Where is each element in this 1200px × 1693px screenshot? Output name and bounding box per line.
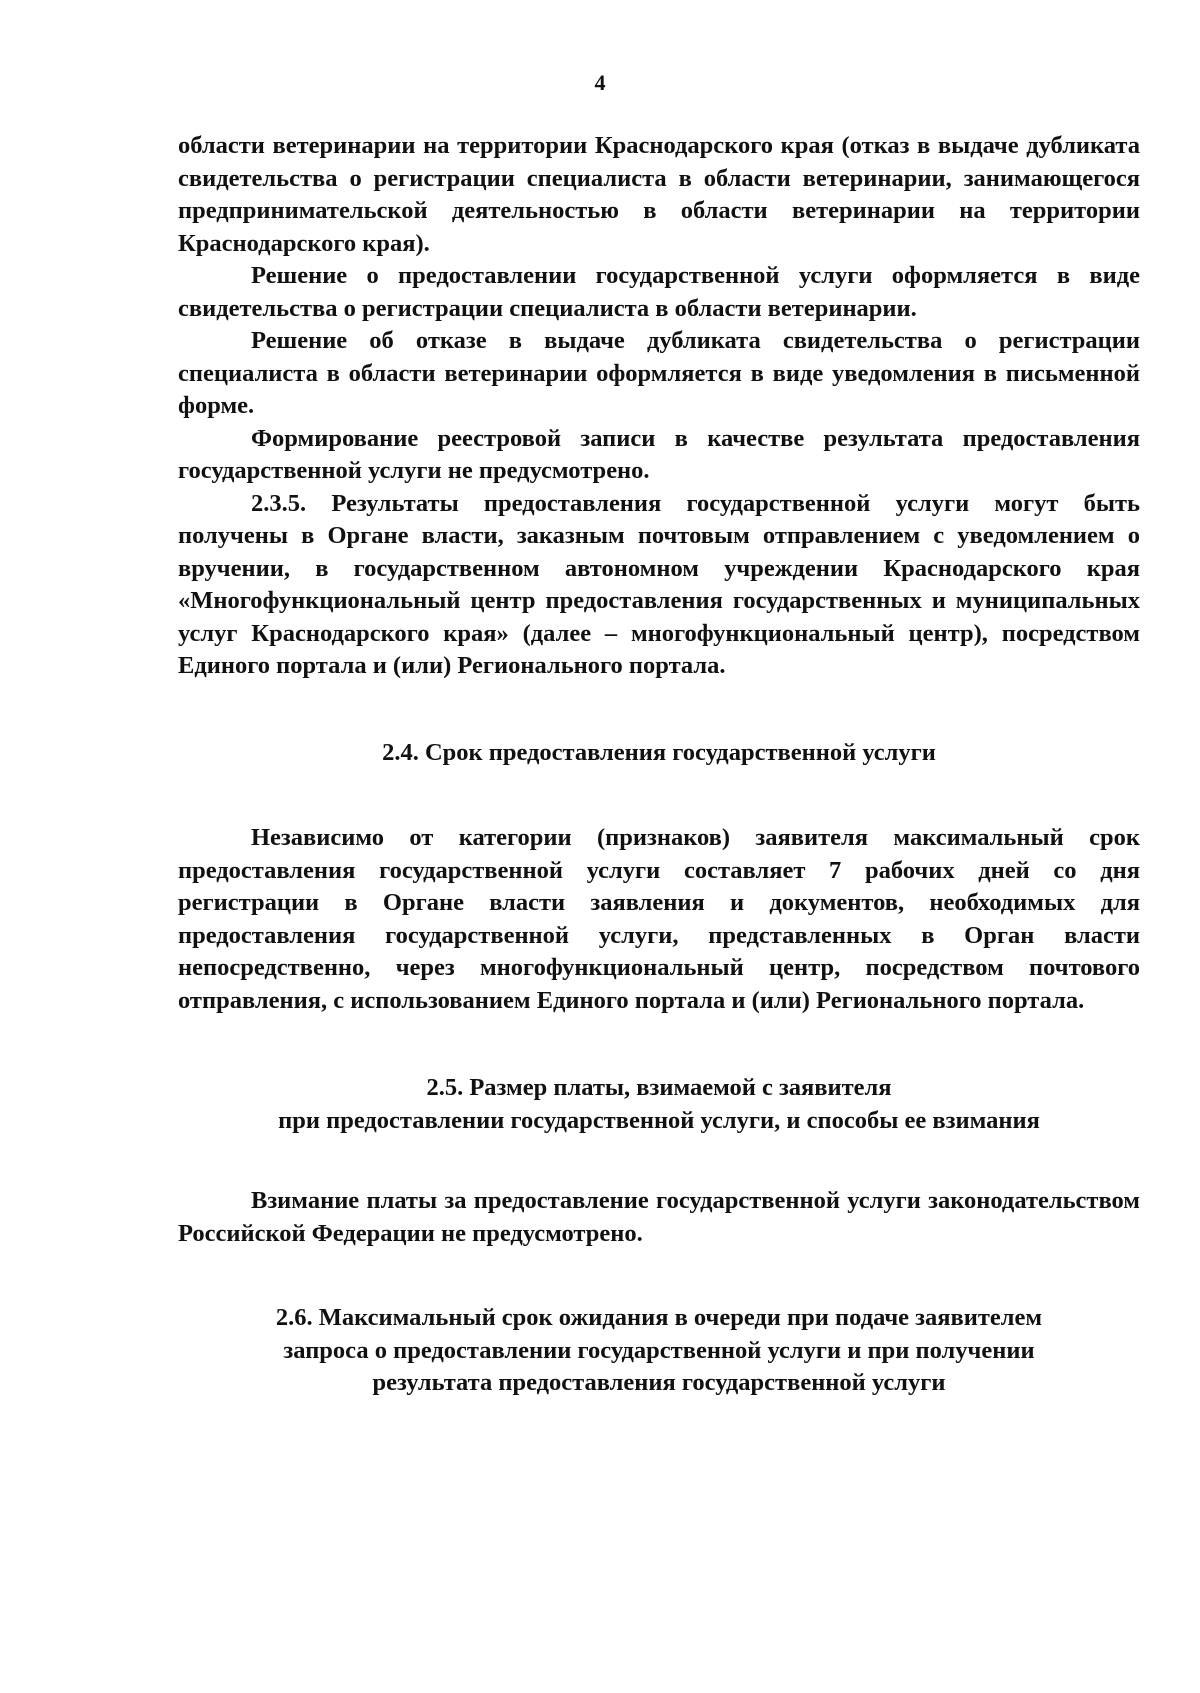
paragraph-decision-refusal: Решение об отказе в выдаче дубликата свидетельства о регистрации специалиста в области ветеринарии оформляется в виде уведомления в письменной форме. bbox=[178, 327, 1140, 419]
section-title-2-5-line-2: при предоставлении государственной услуги, и способы ее взимания bbox=[278, 1106, 1040, 1134]
paragraph-decision-grant: Решение о предоставлении государственной услуги оформляется в виде свидетельства о регистрации специалиста в области ветеринарии. bbox=[178, 262, 1140, 322]
paragraph-registry-entry: Формирование реестровой записи в качестве результата предоставления государственной услуги не предусмотрено. bbox=[178, 424, 1140, 484]
section-title-2-6-line-2: запроса о предоставлении государственной услуги и при получении bbox=[283, 1336, 1035, 1364]
spacer bbox=[178, 683, 1140, 737]
section-title-2-5 bbox=[178, 1072, 1140, 1137]
spacer bbox=[178, 1137, 1140, 1185]
paragraph-fee: Взимание платы за предоставление государственной услуги законодательством Российской Федерации не предусмотрено. bbox=[178, 1187, 1140, 1247]
section-title-2-6 bbox=[178, 1302, 1140, 1400]
paragraph-service-term: Независимо от категории (признаков) заявителя максимальный срок предоставления государственной услуги составляет 7 рабочих дней со дня регистрации в Органе власти заявления и документов, необходимых для предоставления государственной услуги, представленных в Орган власти непосредственно, через многофункциональный центр, посредством почтового отправления, с использованием Единого портала и (или) Регионального портала. bbox=[178, 824, 1140, 1014]
section-title-2-6-line-3: результата предоставления государственной услуги bbox=[372, 1369, 946, 1396]
section-title-2-6-line-1: 2.6. Максимальный срок ожидания в очереди при подаче заявителем bbox=[275, 1304, 1043, 1331]
spacer bbox=[178, 1017, 1140, 1072]
page-number: 4 bbox=[594, 70, 606, 95]
spacer bbox=[178, 769, 1140, 822]
section-title-2-4: 2.4. Срок предоставления государственной услуги bbox=[382, 738, 936, 766]
document-body bbox=[178, 130, 1140, 1400]
paragraph-2-3-5-results: 2.3.5. Результаты предоставления государственной услуги могут быть получены в Органе власти, заказным почтовым отправлением с уведомлением о вручении, в государственном автономном учреждении Краснодарского края «Многофункциональный центр предоставления государственных и муниципальных услуг Краснодарского края» (далее – многофункциональный центр), посредством Единого портала и (или) Регионального портала. bbox=[178, 489, 1140, 679]
section-title-2-5-line-1: 2.5. Размер платы, взимаемой с заявителя bbox=[426, 1074, 892, 1101]
paragraph-continuation: области ветеринарии на территории Краснодарского края (отказ в выдаче дубликата свидетельства о регистрации специалиста в области ветеринарии, занимающегося предпринимательской деятельностью в области ветеринарии на территории Краснодарского края). bbox=[178, 132, 1140, 257]
spacer bbox=[178, 1250, 1140, 1302]
